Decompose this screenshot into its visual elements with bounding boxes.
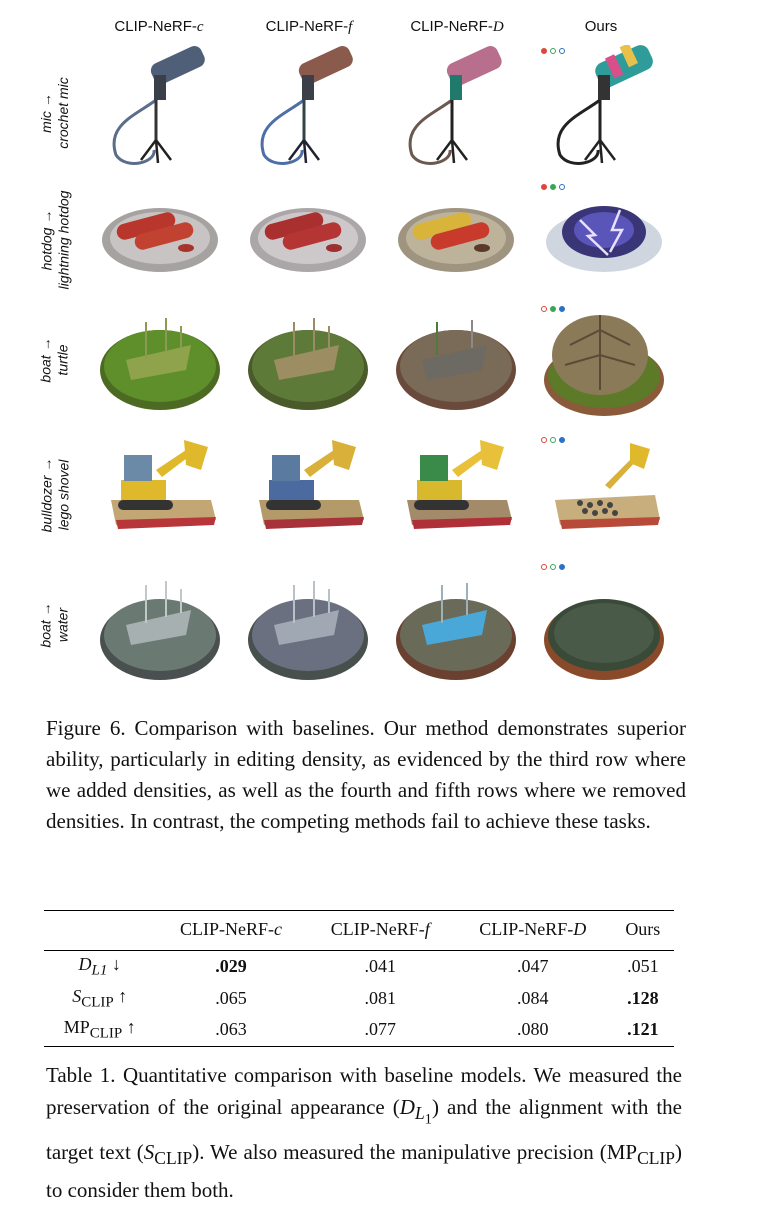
table-row xyxy=(44,1014,674,1046)
image-mic-ours xyxy=(540,45,668,173)
table-cell: .051 xyxy=(627,956,659,977)
table-header-empty xyxy=(44,911,155,951)
image-bulldozer-clip-nerf-d xyxy=(392,425,520,553)
image-boat-turtle-ours xyxy=(540,300,668,428)
indicator-dots-mic xyxy=(541,48,565,54)
metric-label-dl1: $D_{L1}$ ↓ xyxy=(78,954,121,979)
column-header-clip-nerf-c: CLIP-NeRF-c xyxy=(114,18,204,35)
row-label-bulldozer: bulldozer → lego shovel xyxy=(37,457,71,533)
table-cell: .047 xyxy=(516,956,549,977)
table-cell: .029 xyxy=(215,956,247,977)
dot-filled-blue xyxy=(559,564,565,570)
image-mic-clip-nerf-f xyxy=(244,45,372,173)
image-bulldozer-clip-nerf-f xyxy=(244,425,372,553)
dot-filled-blue xyxy=(559,437,565,443)
dot-empty-blue xyxy=(559,48,565,54)
results-table xyxy=(44,910,674,1047)
dot-empty-green xyxy=(550,437,556,443)
table-header-clip-nerf-f: CLIP-NeRF-f xyxy=(330,919,430,939)
table-header-row xyxy=(44,911,674,951)
dot-filled-green xyxy=(550,184,556,190)
image-boat-turtle-clip-nerf-f xyxy=(244,300,372,428)
image-boat-turtle-clip-nerf-d xyxy=(392,300,520,428)
image-hotdog-clip-nerf-d xyxy=(392,180,520,308)
image-boat-turtle-clip-nerf-c xyxy=(96,300,224,428)
dot-empty-red xyxy=(541,564,547,570)
dot-empty-red xyxy=(541,306,547,312)
row-label-hotdog: hotdog → lightning hotdog xyxy=(38,190,71,290)
indicator-dots-hotdog xyxy=(541,184,565,190)
metric-label-mpclip: $MP_{CLIP}$ ↑ xyxy=(63,1017,136,1042)
dot-empty-green xyxy=(550,564,556,570)
column-header-clip-nerf-d: CLIP-NeRF-D xyxy=(410,18,504,35)
dot-empty-blue xyxy=(559,184,565,190)
column-header-clip-nerf-f: CLIP-NeRF-f xyxy=(265,18,353,35)
table-caption: Table 1. Quantitative comparison with baseline models. We measured the preservation of the original appearance $(D_{L_1})$ and the alignment with the target text $(S_{CLIP})$. We also measured the manipulative precision $(MP_{CLIP})$ to consider them both. xyxy=(46,1063,682,1202)
table-header-clip-nerf-c: CLIP-NeRF-c xyxy=(180,919,283,939)
table-cell: .063 xyxy=(215,1019,247,1040)
dot-filled-green xyxy=(550,306,556,312)
table-cell: .041 xyxy=(364,956,396,977)
table-cell: .077 xyxy=(364,1019,396,1040)
dot-empty-green xyxy=(550,48,556,54)
table-row xyxy=(44,951,674,983)
table-cell: .080 xyxy=(516,1019,549,1040)
image-boat-water-clip-nerf-f xyxy=(244,565,372,693)
image-hotdog-clip-nerf-f xyxy=(244,180,372,308)
table-header-clip-nerf-d: CLIP-NeRF-D xyxy=(479,919,587,939)
indicator-dots-boat-water xyxy=(541,564,565,570)
table-cell: .081 xyxy=(364,987,396,1008)
image-boat-water-clip-nerf-c xyxy=(96,565,224,693)
dot-empty-red xyxy=(541,437,547,443)
dot-filled-red xyxy=(541,184,547,190)
image-bulldozer-ours xyxy=(540,425,668,553)
row-label-boat-turtle: boat → turtle xyxy=(37,337,71,383)
image-boat-water-ours xyxy=(540,565,668,693)
dot-filled-blue xyxy=(559,306,565,312)
column-header-ours: Ours xyxy=(584,18,618,35)
table-cell: .121 xyxy=(627,1019,659,1040)
table-header-ours: Ours xyxy=(625,919,661,939)
table-cell: .084 xyxy=(516,987,549,1008)
image-hotdog-ours xyxy=(540,180,668,308)
table-cell: .065 xyxy=(215,987,247,1008)
row-label-boat-water: boat → water xyxy=(37,602,71,648)
image-hotdog-clip-nerf-c xyxy=(96,180,224,308)
image-mic-clip-nerf-c xyxy=(96,45,224,173)
image-mic-clip-nerf-d xyxy=(392,45,520,173)
table-cell: .128 xyxy=(627,987,659,1008)
table-row xyxy=(44,983,674,1015)
metric-label-sclip: $S_{CLIP}$ ↑ xyxy=(72,985,128,1011)
figure-caption: Figure 6. Comparison with baselines. Our method demonstrates superior ability, particularly in editing density, as evidenced by the third row where we added densities, as well as the fourth and fifth rows where we removed densities. In contrast, the competing methods fail to achieve these tasks. xyxy=(46,716,686,833)
dot-filled-red xyxy=(541,48,547,54)
indicator-dots-bulldozer xyxy=(541,437,565,443)
row-label-mic: mic → crochet mic xyxy=(37,76,71,149)
indicator-dots-boat-turtle xyxy=(541,306,565,312)
image-boat-water-clip-nerf-d xyxy=(392,565,520,693)
image-bulldozer-clip-nerf-c xyxy=(96,425,224,553)
